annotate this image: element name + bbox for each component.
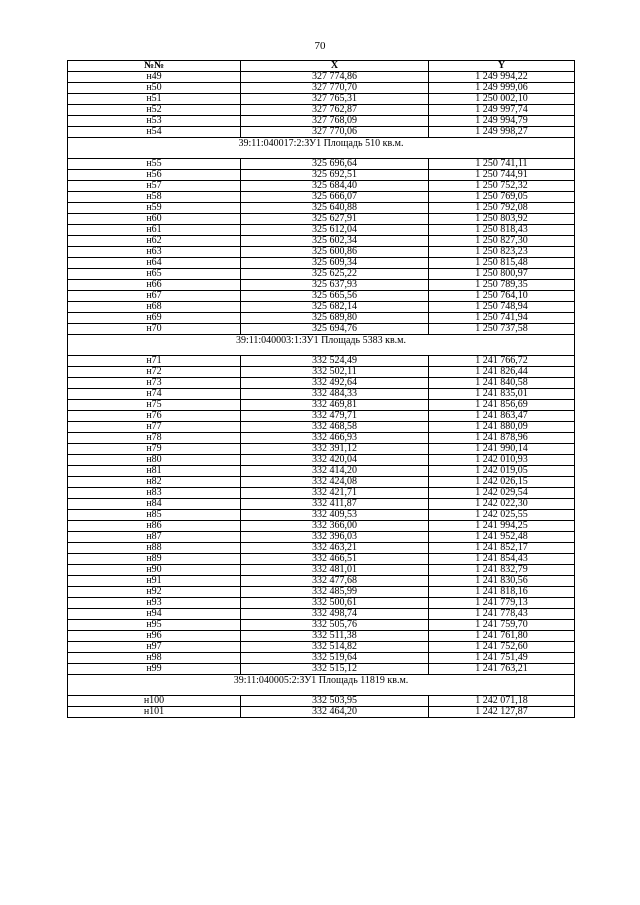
y-cell: 1 249 998,27 [429, 127, 575, 138]
x-cell: 332 469,81 [241, 400, 429, 411]
y-cell: 1 250 752,32 [429, 181, 575, 192]
table-row [68, 247, 575, 258]
point-number-cell: н81 [68, 466, 241, 477]
y-cell: 1 241 835,01 [429, 389, 575, 400]
page-number: 70 [314, 40, 326, 52]
y-cell: 1 250 737,58 [429, 324, 575, 335]
table-row [68, 510, 575, 521]
table-row [68, 696, 575, 707]
x-cell: 325 684,40 [241, 181, 429, 192]
table-row [68, 433, 575, 444]
table-row [68, 192, 575, 203]
x-cell: 327 765,31 [241, 94, 429, 105]
table-row [68, 302, 575, 313]
table-row [68, 225, 575, 236]
table-row [68, 170, 575, 181]
point-number-cell: н56 [68, 170, 241, 181]
point-number-cell: н72 [68, 367, 241, 378]
table-row [68, 280, 575, 291]
x-cell: 332 519,64 [241, 653, 429, 664]
table-row [68, 521, 575, 532]
x-cell: 332 524,49 [241, 356, 429, 367]
y-cell: 1 241 826,44 [429, 367, 575, 378]
y-cell: 1 250 827,30 [429, 236, 575, 247]
table-row [68, 565, 575, 576]
table-row [68, 642, 575, 653]
x-cell: 327 768,09 [241, 116, 429, 127]
table-row [68, 159, 575, 170]
x-cell: 332 391,12 [241, 444, 429, 455]
y-cell: 1 250 803,92 [429, 214, 575, 225]
y-cell: 1 241 832,79 [429, 565, 575, 576]
x-cell: 332 484,33 [241, 389, 429, 400]
header-y: Y [429, 61, 575, 72]
y-cell: 1 250 002,10 [429, 94, 575, 105]
x-cell: 325 612,04 [241, 225, 429, 236]
x-cell: 332 511,38 [241, 631, 429, 642]
point-number-cell: н79 [68, 444, 241, 455]
y-cell: 1 249 999,06 [429, 83, 575, 94]
y-cell: 1 242 025,55 [429, 510, 575, 521]
table-row [68, 444, 575, 455]
point-number-cell: н73 [68, 378, 241, 389]
x-cell: 332 485,99 [241, 587, 429, 598]
table-row [68, 400, 575, 411]
point-number-cell: н91 [68, 576, 241, 587]
point-number-cell: н101 [68, 707, 241, 718]
header-x: X [241, 61, 429, 72]
point-number-cell: н52 [68, 105, 241, 116]
table-row [68, 94, 575, 105]
table-row [68, 116, 575, 127]
point-number-cell: н51 [68, 94, 241, 105]
table-row [68, 72, 575, 83]
point-number-cell: н100 [68, 696, 241, 707]
x-cell: 332 479,71 [241, 411, 429, 422]
x-cell: 332 505,76 [241, 620, 429, 631]
table-row [68, 214, 575, 225]
x-cell: 332 411,87 [241, 499, 429, 510]
y-cell: 1 249 994,79 [429, 116, 575, 127]
point-number-cell: н89 [68, 554, 241, 565]
y-cell: 1 241 854,43 [429, 554, 575, 565]
x-cell: 325 665,56 [241, 291, 429, 302]
x-cell: 325 609,34 [241, 258, 429, 269]
point-number-cell: н97 [68, 642, 241, 653]
table-row [68, 631, 575, 642]
table-row [68, 576, 575, 587]
y-cell: 1 249 997,74 [429, 105, 575, 116]
table-row [68, 653, 575, 664]
point-number-cell: н58 [68, 192, 241, 203]
table-row [68, 324, 575, 335]
point-number-cell: н61 [68, 225, 241, 236]
x-cell: 332 366,00 [241, 521, 429, 532]
y-cell: 1 250 748,94 [429, 302, 575, 313]
table-row [68, 356, 575, 367]
y-cell: 1 241 852,17 [429, 543, 575, 554]
point-number-cell: н59 [68, 203, 241, 214]
table-row [68, 313, 575, 324]
x-cell: 325 696,64 [241, 159, 429, 170]
x-cell: 332 468,58 [241, 422, 429, 433]
point-number-cell: н92 [68, 587, 241, 598]
section-title-row [68, 138, 575, 159]
y-cell: 1 250 764,10 [429, 291, 575, 302]
section-title: 39:11:040005:2:ЗУ1 Площадь 11819 кв.м. [68, 675, 575, 696]
y-cell: 1 241 878,96 [429, 433, 575, 444]
y-cell: 1 241 830,56 [429, 576, 575, 587]
x-cell: 332 500,61 [241, 598, 429, 609]
table-row [68, 181, 575, 192]
point-number-cell: н69 [68, 313, 241, 324]
point-number-cell: н65 [68, 269, 241, 280]
section-title: 39:11:040003:1:ЗУ1 Площадь 5383 кв.м. [68, 335, 575, 356]
point-number-cell: н95 [68, 620, 241, 631]
table-row [68, 587, 575, 598]
y-cell: 1 241 818,16 [429, 587, 575, 598]
table-row [68, 378, 575, 389]
table-row [68, 707, 575, 718]
section-title: 39:11:040017:2:ЗУ1 Площадь 510 кв.м. [68, 138, 575, 159]
point-number-cell: н87 [68, 532, 241, 543]
y-cell: 1 250 769,05 [429, 192, 575, 203]
point-number-cell: н99 [68, 664, 241, 675]
point-number-cell: н70 [68, 324, 241, 335]
y-cell: 1 250 741,94 [429, 313, 575, 324]
x-cell: 325 625,22 [241, 269, 429, 280]
point-number-cell: н80 [68, 455, 241, 466]
point-number-cell: н60 [68, 214, 241, 225]
y-cell: 1 241 752,60 [429, 642, 575, 653]
table-row [68, 127, 575, 138]
point-number-cell: н82 [68, 477, 241, 488]
x-cell: 332 502,11 [241, 367, 429, 378]
point-number-cell: н55 [68, 159, 241, 170]
table-row [68, 203, 575, 214]
x-cell: 332 424,08 [241, 477, 429, 488]
y-cell: 1 242 127,87 [429, 707, 575, 718]
x-cell: 332 503,95 [241, 696, 429, 707]
point-number-cell: н76 [68, 411, 241, 422]
x-cell: 325 637,93 [241, 280, 429, 291]
point-number-cell: н86 [68, 521, 241, 532]
table-row [68, 291, 575, 302]
table-row [68, 488, 575, 499]
point-number-cell: н57 [68, 181, 241, 192]
table-row [68, 609, 575, 620]
table-body [68, 72, 575, 718]
point-number-cell: н66 [68, 280, 241, 291]
table-row [68, 598, 575, 609]
table-row [68, 477, 575, 488]
x-cell: 327 770,70 [241, 83, 429, 94]
y-cell: 1 242 022,30 [429, 499, 575, 510]
y-cell: 1 242 026,15 [429, 477, 575, 488]
table-row [68, 389, 575, 400]
coordinates-table [67, 60, 575, 718]
point-number-cell: н64 [68, 258, 241, 269]
section-title-row [68, 675, 575, 696]
point-number-cell: н85 [68, 510, 241, 521]
table-row [68, 620, 575, 631]
point-number-cell: н78 [68, 433, 241, 444]
table-row [68, 269, 575, 280]
x-cell: 325 694,76 [241, 324, 429, 335]
x-cell: 332 466,93 [241, 433, 429, 444]
table-row [68, 422, 575, 433]
point-number-cell: н62 [68, 236, 241, 247]
y-cell: 1 242 071,18 [429, 696, 575, 707]
y-cell: 1 241 863,47 [429, 411, 575, 422]
x-cell: 332 463,21 [241, 543, 429, 554]
point-number-cell: н98 [68, 653, 241, 664]
y-cell: 1 241 856,69 [429, 400, 575, 411]
y-cell: 1 250 792,08 [429, 203, 575, 214]
table-header-row [68, 61, 575, 72]
x-cell: 332 492,64 [241, 378, 429, 389]
y-cell: 1 250 744,91 [429, 170, 575, 181]
x-cell: 327 770,06 [241, 127, 429, 138]
point-number-cell: н68 [68, 302, 241, 313]
table-row [68, 236, 575, 247]
table-row [68, 367, 575, 378]
x-cell: 332 481,01 [241, 565, 429, 576]
point-number-cell: н71 [68, 356, 241, 367]
x-cell: 327 762,87 [241, 105, 429, 116]
y-cell: 1 241 778,43 [429, 609, 575, 620]
table-row [68, 258, 575, 269]
y-cell: 1 241 761,80 [429, 631, 575, 642]
point-number-cell: н67 [68, 291, 241, 302]
point-number-cell: н77 [68, 422, 241, 433]
table-row [68, 105, 575, 116]
x-cell: 325 692,51 [241, 170, 429, 181]
x-cell: 325 600,86 [241, 247, 429, 258]
x-cell: 332 414,20 [241, 466, 429, 477]
x-cell: 332 396,03 [241, 532, 429, 543]
y-cell: 1 241 990,14 [429, 444, 575, 455]
y-cell: 1 241 880,09 [429, 422, 575, 433]
y-cell: 1 241 751,49 [429, 653, 575, 664]
y-cell: 1 241 766,72 [429, 356, 575, 367]
x-cell: 332 515,12 [241, 664, 429, 675]
x-cell: 332 514,82 [241, 642, 429, 653]
y-cell: 1 241 763,21 [429, 664, 575, 675]
y-cell: 1 250 800,97 [429, 269, 575, 280]
point-number-cell: н96 [68, 631, 241, 642]
y-cell: 1 250 823,23 [429, 247, 575, 258]
point-number-cell: н53 [68, 116, 241, 127]
x-cell: 332 498,74 [241, 609, 429, 620]
x-cell: 325 682,14 [241, 302, 429, 313]
point-number-cell: н94 [68, 609, 241, 620]
point-number-cell: н90 [68, 565, 241, 576]
y-cell: 1 241 994,25 [429, 521, 575, 532]
point-number-cell: н93 [68, 598, 241, 609]
y-cell: 1 250 741,11 [429, 159, 575, 170]
y-cell: 1 242 019,05 [429, 466, 575, 477]
y-cell: 1 241 840,58 [429, 378, 575, 389]
table-row [68, 455, 575, 466]
point-number-cell: н63 [68, 247, 241, 258]
point-number-cell: н88 [68, 543, 241, 554]
x-cell: 332 421,71 [241, 488, 429, 499]
point-number-cell: н83 [68, 488, 241, 499]
point-number-cell: н50 [68, 83, 241, 94]
point-number-cell: н84 [68, 499, 241, 510]
x-cell: 325 666,07 [241, 192, 429, 203]
y-cell: 1 250 818,43 [429, 225, 575, 236]
x-cell: 332 464,20 [241, 707, 429, 718]
y-cell: 1 241 952,48 [429, 532, 575, 543]
x-cell: 332 466,51 [241, 554, 429, 565]
point-number-cell: н54 [68, 127, 241, 138]
x-cell: 332 477,68 [241, 576, 429, 587]
y-cell: 1 242 010,93 [429, 455, 575, 466]
y-cell: 1 249 994,22 [429, 72, 575, 83]
y-cell: 1 250 789,35 [429, 280, 575, 291]
table-row [68, 664, 575, 675]
y-cell: 1 250 815,48 [429, 258, 575, 269]
table-row [68, 411, 575, 422]
table-row [68, 543, 575, 554]
x-cell: 325 602,34 [241, 236, 429, 247]
x-cell: 332 409,53 [241, 510, 429, 521]
point-number-cell: н75 [68, 400, 241, 411]
x-cell: 325 640,88 [241, 203, 429, 214]
table-row [68, 554, 575, 565]
y-cell: 1 241 779,13 [429, 598, 575, 609]
x-cell: 325 689,80 [241, 313, 429, 324]
table-row [68, 499, 575, 510]
section-title-row [68, 335, 575, 356]
table-row [68, 466, 575, 477]
header-point-number: №№ [68, 61, 241, 72]
x-cell: 325 627,91 [241, 214, 429, 225]
table-row [68, 83, 575, 94]
y-cell: 1 242 029,54 [429, 488, 575, 499]
x-cell: 332 420,04 [241, 455, 429, 466]
y-cell: 1 241 759,70 [429, 620, 575, 631]
point-number-cell: н49 [68, 72, 241, 83]
x-cell: 327 774,86 [241, 72, 429, 83]
point-number-cell: н74 [68, 389, 241, 400]
table-row [68, 532, 575, 543]
